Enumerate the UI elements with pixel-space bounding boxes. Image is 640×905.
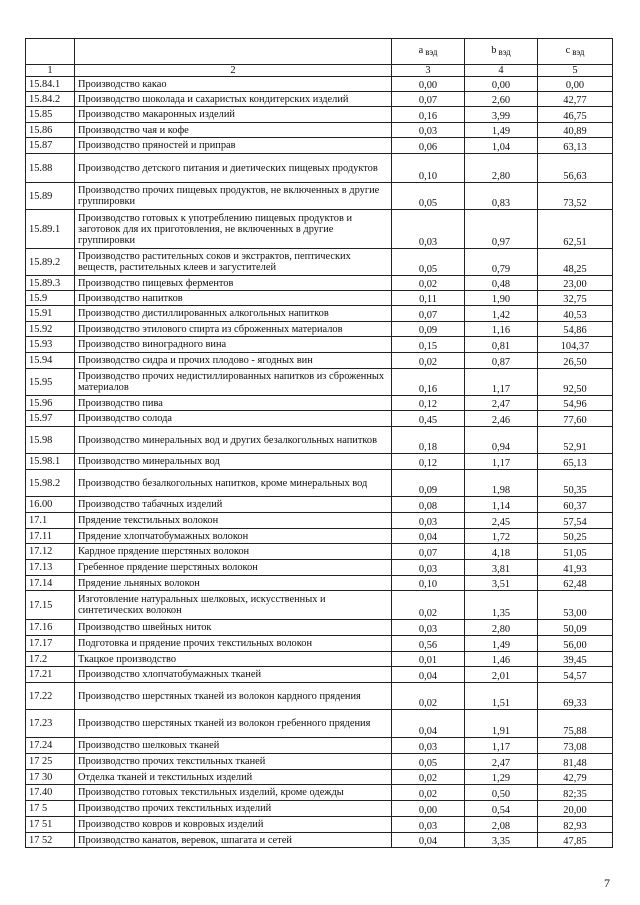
row-value-a: 0,12 [392, 396, 465, 411]
row-value-c: 65,13 [538, 454, 613, 470]
column-number-1: 1 [26, 65, 75, 77]
table-row [26, 591, 613, 620]
row-value-b: 0,87 [465, 353, 538, 369]
row-name: Производство ковров и ковровых изделий [75, 817, 392, 833]
row-value-b: 2,80 [465, 154, 538, 183]
row-value-b: 2,80 [465, 620, 538, 636]
row-code: 15.89.3 [26, 276, 75, 291]
row-code: 17.12 [26, 544, 75, 560]
row-value-c: 41,93 [538, 560, 613, 576]
row-value-c: 26,50 [538, 353, 613, 369]
table-row [26, 785, 613, 801]
row-value-c: 39,45 [538, 652, 613, 667]
row-value-a: 0,02 [392, 353, 465, 369]
table-row [26, 210, 613, 249]
row-value-a: 0,16 [392, 107, 465, 123]
row-value-b: 1,46 [465, 652, 538, 667]
row-value-a: 0,02 [392, 770, 465, 785]
row-value-b: 0,79 [465, 249, 538, 276]
table-row [26, 470, 613, 497]
header-b-label: b [491, 45, 497, 56]
row-name: Производство чая и кофе [75, 123, 392, 138]
row-value-b: 1,29 [465, 770, 538, 785]
row-value-a: 0,00 [392, 77, 465, 92]
row-name: Производство безалкогольных напитков, кроме минеральных вод [75, 470, 392, 497]
row-value-a: 0,10 [392, 154, 465, 183]
row-code: 17 30 [26, 770, 75, 785]
row-name: Производство пищевых ферментов [75, 276, 392, 291]
row-value-a: 0,12 [392, 454, 465, 470]
row-value-a: 0,04 [392, 833, 465, 848]
table-row [26, 620, 613, 636]
row-name: Отделка тканей и текстильных изделий [75, 770, 392, 785]
row-value-c: 54,96 [538, 396, 613, 411]
row-code: 15.98 [26, 427, 75, 454]
row-value-a: 0,03 [392, 817, 465, 833]
table-row [26, 322, 613, 337]
row-value-c: 0,00 [538, 77, 613, 92]
table-row [26, 683, 613, 710]
row-value-a: 0,18 [392, 427, 465, 454]
row-value-b: 1,04 [465, 138, 538, 154]
header-cell-b [465, 39, 538, 65]
row-value-b: 0,00 [465, 77, 538, 92]
row-value-b: 4,18 [465, 544, 538, 560]
row-value-a: 0,56 [392, 636, 465, 652]
row-code: 15.93 [26, 337, 75, 353]
row-code: 17 5 [26, 801, 75, 817]
table-row [26, 801, 613, 817]
row-value-b: 2,47 [465, 754, 538, 770]
row-value-c: 81,48 [538, 754, 613, 770]
row-name: Производство пива [75, 396, 392, 411]
row-name: Кардное прядение шерстяных волокон [75, 544, 392, 560]
table-row [26, 513, 613, 529]
row-value-a: 0,04 [392, 710, 465, 738]
row-value-c: 56,00 [538, 636, 613, 652]
row-code: 15.84.2 [26, 92, 75, 107]
row-value-b: 2,08 [465, 817, 538, 833]
row-value-a: 0,09 [392, 322, 465, 337]
row-value-a: 0,02 [392, 683, 465, 710]
row-value-c: 50,25 [538, 529, 613, 544]
row-value-a: 0,15 [392, 337, 465, 353]
row-name: Производство прочих пищевых продуктов, не включенных в другие группировки [75, 183, 392, 210]
row-code: 17 52 [26, 833, 75, 848]
row-code: 15.84.1 [26, 77, 75, 92]
row-value-c: 62,51 [538, 210, 613, 249]
table-row [26, 652, 613, 667]
row-code: 15.95 [26, 369, 75, 396]
row-value-b: 2,45 [465, 513, 538, 529]
row-value-a: 0,02 [392, 276, 465, 291]
header-cell-a [392, 39, 465, 65]
header-cell-name [75, 39, 392, 65]
table-row [26, 306, 613, 322]
row-code: 15.96 [26, 396, 75, 411]
table-row [26, 353, 613, 369]
header-row [26, 39, 613, 65]
row-code: 15.94 [26, 353, 75, 369]
row-code: 15.91 [26, 306, 75, 322]
row-name: Производство хлопчатобумажных тканей [75, 667, 392, 683]
row-value-b: 2,01 [465, 667, 538, 683]
row-value-a: 0,10 [392, 576, 465, 591]
row-code: 17.11 [26, 529, 75, 544]
table-row [26, 276, 613, 291]
column-number-2: 2 [75, 65, 392, 77]
row-value-b: 3,81 [465, 560, 538, 576]
column-number-row [26, 65, 613, 77]
row-name: Производство какао [75, 77, 392, 92]
row-name: Производство дистиллированных алкогольных напитков [75, 306, 392, 322]
row-value-b: 1,91 [465, 710, 538, 738]
row-value-c: 40,53 [538, 306, 613, 322]
row-value-c: 63,13 [538, 138, 613, 154]
row-value-c: 53,00 [538, 591, 613, 620]
table-row [26, 529, 613, 544]
row-name: Производство шоколада и сахаристых кондитерских изделий [75, 92, 392, 107]
row-value-b: 2,47 [465, 396, 538, 411]
row-name: Ткацкое производство [75, 652, 392, 667]
row-value-b: 2,46 [465, 411, 538, 427]
row-value-a: 0,03 [392, 738, 465, 754]
row-code: 17.13 [26, 560, 75, 576]
row-value-c: 54,86 [538, 322, 613, 337]
table-row [26, 817, 613, 833]
table-row [26, 183, 613, 210]
row-value-a: 0,03 [392, 560, 465, 576]
table-row [26, 249, 613, 276]
row-name: Производство солода [75, 411, 392, 427]
column-number-4: 4 [465, 65, 538, 77]
row-code: 17.1 [26, 513, 75, 529]
row-value-a: 0,06 [392, 138, 465, 154]
row-value-a: 0,02 [392, 785, 465, 801]
row-value-b: 0,97 [465, 210, 538, 249]
header-b-subscript: вэд [498, 47, 511, 57]
row-code: 15.87 [26, 138, 75, 154]
row-value-a: 0,07 [392, 92, 465, 107]
row-value-a: 0,03 [392, 123, 465, 138]
table-row [26, 770, 613, 785]
row-value-c: 23,00 [538, 276, 613, 291]
row-value-b: 0,54 [465, 801, 538, 817]
row-value-c: 51,05 [538, 544, 613, 560]
row-code: 15.98.1 [26, 454, 75, 470]
table-row [26, 738, 613, 754]
table-row [26, 154, 613, 183]
table-row [26, 396, 613, 411]
table-row [26, 636, 613, 652]
row-value-b: 1,98 [465, 470, 538, 497]
row-code: 15.89.1 [26, 210, 75, 249]
table-row [26, 754, 613, 770]
row-code: 17.21 [26, 667, 75, 683]
row-code: 15.9 [26, 291, 75, 306]
table-row [26, 291, 613, 306]
row-name: Производство напитков [75, 291, 392, 306]
row-value-b: 1,51 [465, 683, 538, 710]
row-code: 17.14 [26, 576, 75, 591]
row-code: 17 25 [26, 754, 75, 770]
table-row [26, 337, 613, 353]
table-row [26, 427, 613, 454]
row-code: 17.22 [26, 683, 75, 710]
row-name: Производство табачных изделий [75, 497, 392, 513]
row-name: Производство минеральных вод и других безалкогольных напитков [75, 427, 392, 454]
row-value-c: 73,52 [538, 183, 613, 210]
column-number-5: 5 [538, 65, 613, 77]
row-value-b: 3,35 [465, 833, 538, 848]
row-value-b: 3,51 [465, 576, 538, 591]
row-code: 15.88 [26, 154, 75, 183]
row-code: 15.89.2 [26, 249, 75, 276]
row-value-b: 3,99 [465, 107, 538, 123]
table-row [26, 454, 613, 470]
row-value-c: 82;35 [538, 785, 613, 801]
row-value-a: 0,16 [392, 369, 465, 396]
row-code: 17 51 [26, 817, 75, 833]
row-value-c: 69,33 [538, 683, 613, 710]
row-name: Производство минеральных вод [75, 454, 392, 470]
table-row [26, 107, 613, 123]
row-value-a: 0,03 [392, 513, 465, 529]
table-body [26, 39, 613, 848]
table-row [26, 123, 613, 138]
coefficients-table [25, 38, 613, 848]
row-name: Прядение текстильных волокон [75, 513, 392, 529]
row-code: 15.92 [26, 322, 75, 337]
row-value-a: 0,00 [392, 801, 465, 817]
row-value-b: 0,81 [465, 337, 538, 353]
table-row [26, 560, 613, 576]
row-name: Производство готовых текстильных изделий, кроме одежды [75, 785, 392, 801]
row-value-c: 20,00 [538, 801, 613, 817]
row-value-b: 0,50 [465, 785, 538, 801]
row-value-a: 0,05 [392, 249, 465, 276]
header-c-subscript: вэд [572, 47, 585, 57]
row-value-c: 42,79 [538, 770, 613, 785]
row-value-b: 0,83 [465, 183, 538, 210]
row-value-c: 82,93 [538, 817, 613, 833]
row-value-a: 0,04 [392, 529, 465, 544]
row-value-a: 0,45 [392, 411, 465, 427]
row-value-c: 50,35 [538, 470, 613, 497]
row-code: 17.17 [26, 636, 75, 652]
row-value-a: 0,05 [392, 183, 465, 210]
header-cell-code [26, 39, 75, 65]
page-number: 7 [604, 876, 610, 890]
row-value-a: 0,01 [392, 652, 465, 667]
row-value-a: 0,07 [392, 544, 465, 560]
row-value-b: 1,90 [465, 291, 538, 306]
table-row [26, 369, 613, 396]
row-name: Прядение льняных волокон [75, 576, 392, 591]
row-value-b: 1,14 [465, 497, 538, 513]
row-value-b: 1,17 [465, 369, 538, 396]
row-value-b: 1,49 [465, 636, 538, 652]
table-row [26, 710, 613, 738]
row-value-c: 47,85 [538, 833, 613, 848]
table-row [26, 411, 613, 427]
row-value-c: 104,37 [538, 337, 613, 353]
row-code: 17.15 [26, 591, 75, 620]
row-code: 17.40 [26, 785, 75, 801]
row-name: Производство детского питания и диетических пищевых продуктов [75, 154, 392, 183]
row-value-b: 1,49 [465, 123, 538, 138]
row-name: Производство канатов, веревок, шпагата и сетей [75, 833, 392, 848]
row-name: Прядение хлопчатобумажных волокон [75, 529, 392, 544]
row-value-b: 0,48 [465, 276, 538, 291]
row-code: 16.00 [26, 497, 75, 513]
row-name: Изготовление натуральных шелковых, искусственных и синтетических волокон [75, 591, 392, 620]
row-name: Подготовка и прядение прочих текстильных волокон [75, 636, 392, 652]
row-value-a: 0,02 [392, 591, 465, 620]
row-value-a: 0,05 [392, 754, 465, 770]
row-name: Производство прочих недистиллированных напитков из сброженных материалов [75, 369, 392, 396]
row-name: Производство пряностей и приправ [75, 138, 392, 154]
row-value-c: 73,08 [538, 738, 613, 754]
row-value-c: 62,48 [538, 576, 613, 591]
row-name: Производство сидра и прочих плодово - ягодных вин [75, 353, 392, 369]
row-value-c: 56,63 [538, 154, 613, 183]
row-code: 17.2 [26, 652, 75, 667]
row-name: Производство этилового спирта из сброженных материалов [75, 322, 392, 337]
row-name: Производство шерстяных тканей из волокон гребенного прядения [75, 710, 392, 738]
row-value-c: 52,91 [538, 427, 613, 454]
row-value-c: 32,75 [538, 291, 613, 306]
table-row [26, 77, 613, 92]
row-value-a: 0,11 [392, 291, 465, 306]
table-row [26, 544, 613, 560]
row-value-c: 46,75 [538, 107, 613, 123]
row-value-b: 1,42 [465, 306, 538, 322]
row-name: Производство шерстяных тканей из волокон кардного прядения [75, 683, 392, 710]
row-code: 15.97 [26, 411, 75, 427]
row-code: 15.85 [26, 107, 75, 123]
table-row [26, 576, 613, 591]
row-name: Производство прочих текстильных тканей [75, 754, 392, 770]
row-value-b: 1,17 [465, 738, 538, 754]
row-value-a: 0,08 [392, 497, 465, 513]
table-row [26, 497, 613, 513]
row-name: Производство прочих текстильных изделий [75, 801, 392, 817]
row-name: Производство швейных ниток [75, 620, 392, 636]
row-code: 15.86 [26, 123, 75, 138]
row-name: Производство шелковых тканей [75, 738, 392, 754]
row-value-b: 1,17 [465, 454, 538, 470]
row-value-b: 1,16 [465, 322, 538, 337]
table-row [26, 833, 613, 848]
row-value-c: 54,57 [538, 667, 613, 683]
row-value-a: 0,07 [392, 306, 465, 322]
row-value-c: 77,60 [538, 411, 613, 427]
row-value-c: 42,77 [538, 92, 613, 107]
row-value-c: 50,09 [538, 620, 613, 636]
row-value-c: 48,25 [538, 249, 613, 276]
header-c-label: c [565, 45, 571, 56]
table-row [26, 138, 613, 154]
row-value-c: 92,50 [538, 369, 613, 396]
row-name: Гребенное прядение шерстяных волокон [75, 560, 392, 576]
header-cell-c [538, 39, 613, 65]
row-value-b: 1,35 [465, 591, 538, 620]
row-value-b: 0,94 [465, 427, 538, 454]
row-value-a: 0,04 [392, 667, 465, 683]
row-code: 17.24 [26, 738, 75, 754]
header-a-label: a [418, 45, 424, 56]
row-code: 17.23 [26, 710, 75, 738]
table-row [26, 92, 613, 107]
row-name: Производство макаронных изделий [75, 107, 392, 123]
row-value-b: 1,72 [465, 529, 538, 544]
row-code: 15.98.2 [26, 470, 75, 497]
column-number-3: 3 [392, 65, 465, 77]
row-name: Производство растительных соков и экстрактов, пептических веществ, растительных клеев и загустителей [75, 249, 392, 276]
header-a-subscript: вэд [425, 47, 438, 57]
row-value-c: 57,54 [538, 513, 613, 529]
row-name: Производство готовых к употреблению пищевых продуктов и заготовок для их приготовления, не включенных в другие группировки [75, 210, 392, 249]
row-value-a: 0,03 [392, 210, 465, 249]
row-value-c: 40,89 [538, 123, 613, 138]
row-code: 15.89 [26, 183, 75, 210]
row-value-c: 60,37 [538, 497, 613, 513]
row-code: 17.16 [26, 620, 75, 636]
row-value-b: 2,60 [465, 92, 538, 107]
row-name: Производство виноградного вина [75, 337, 392, 353]
row-value-a: 0,09 [392, 470, 465, 497]
table-row [26, 667, 613, 683]
row-value-a: 0,03 [392, 620, 465, 636]
row-value-c: 75,88 [538, 710, 613, 738]
